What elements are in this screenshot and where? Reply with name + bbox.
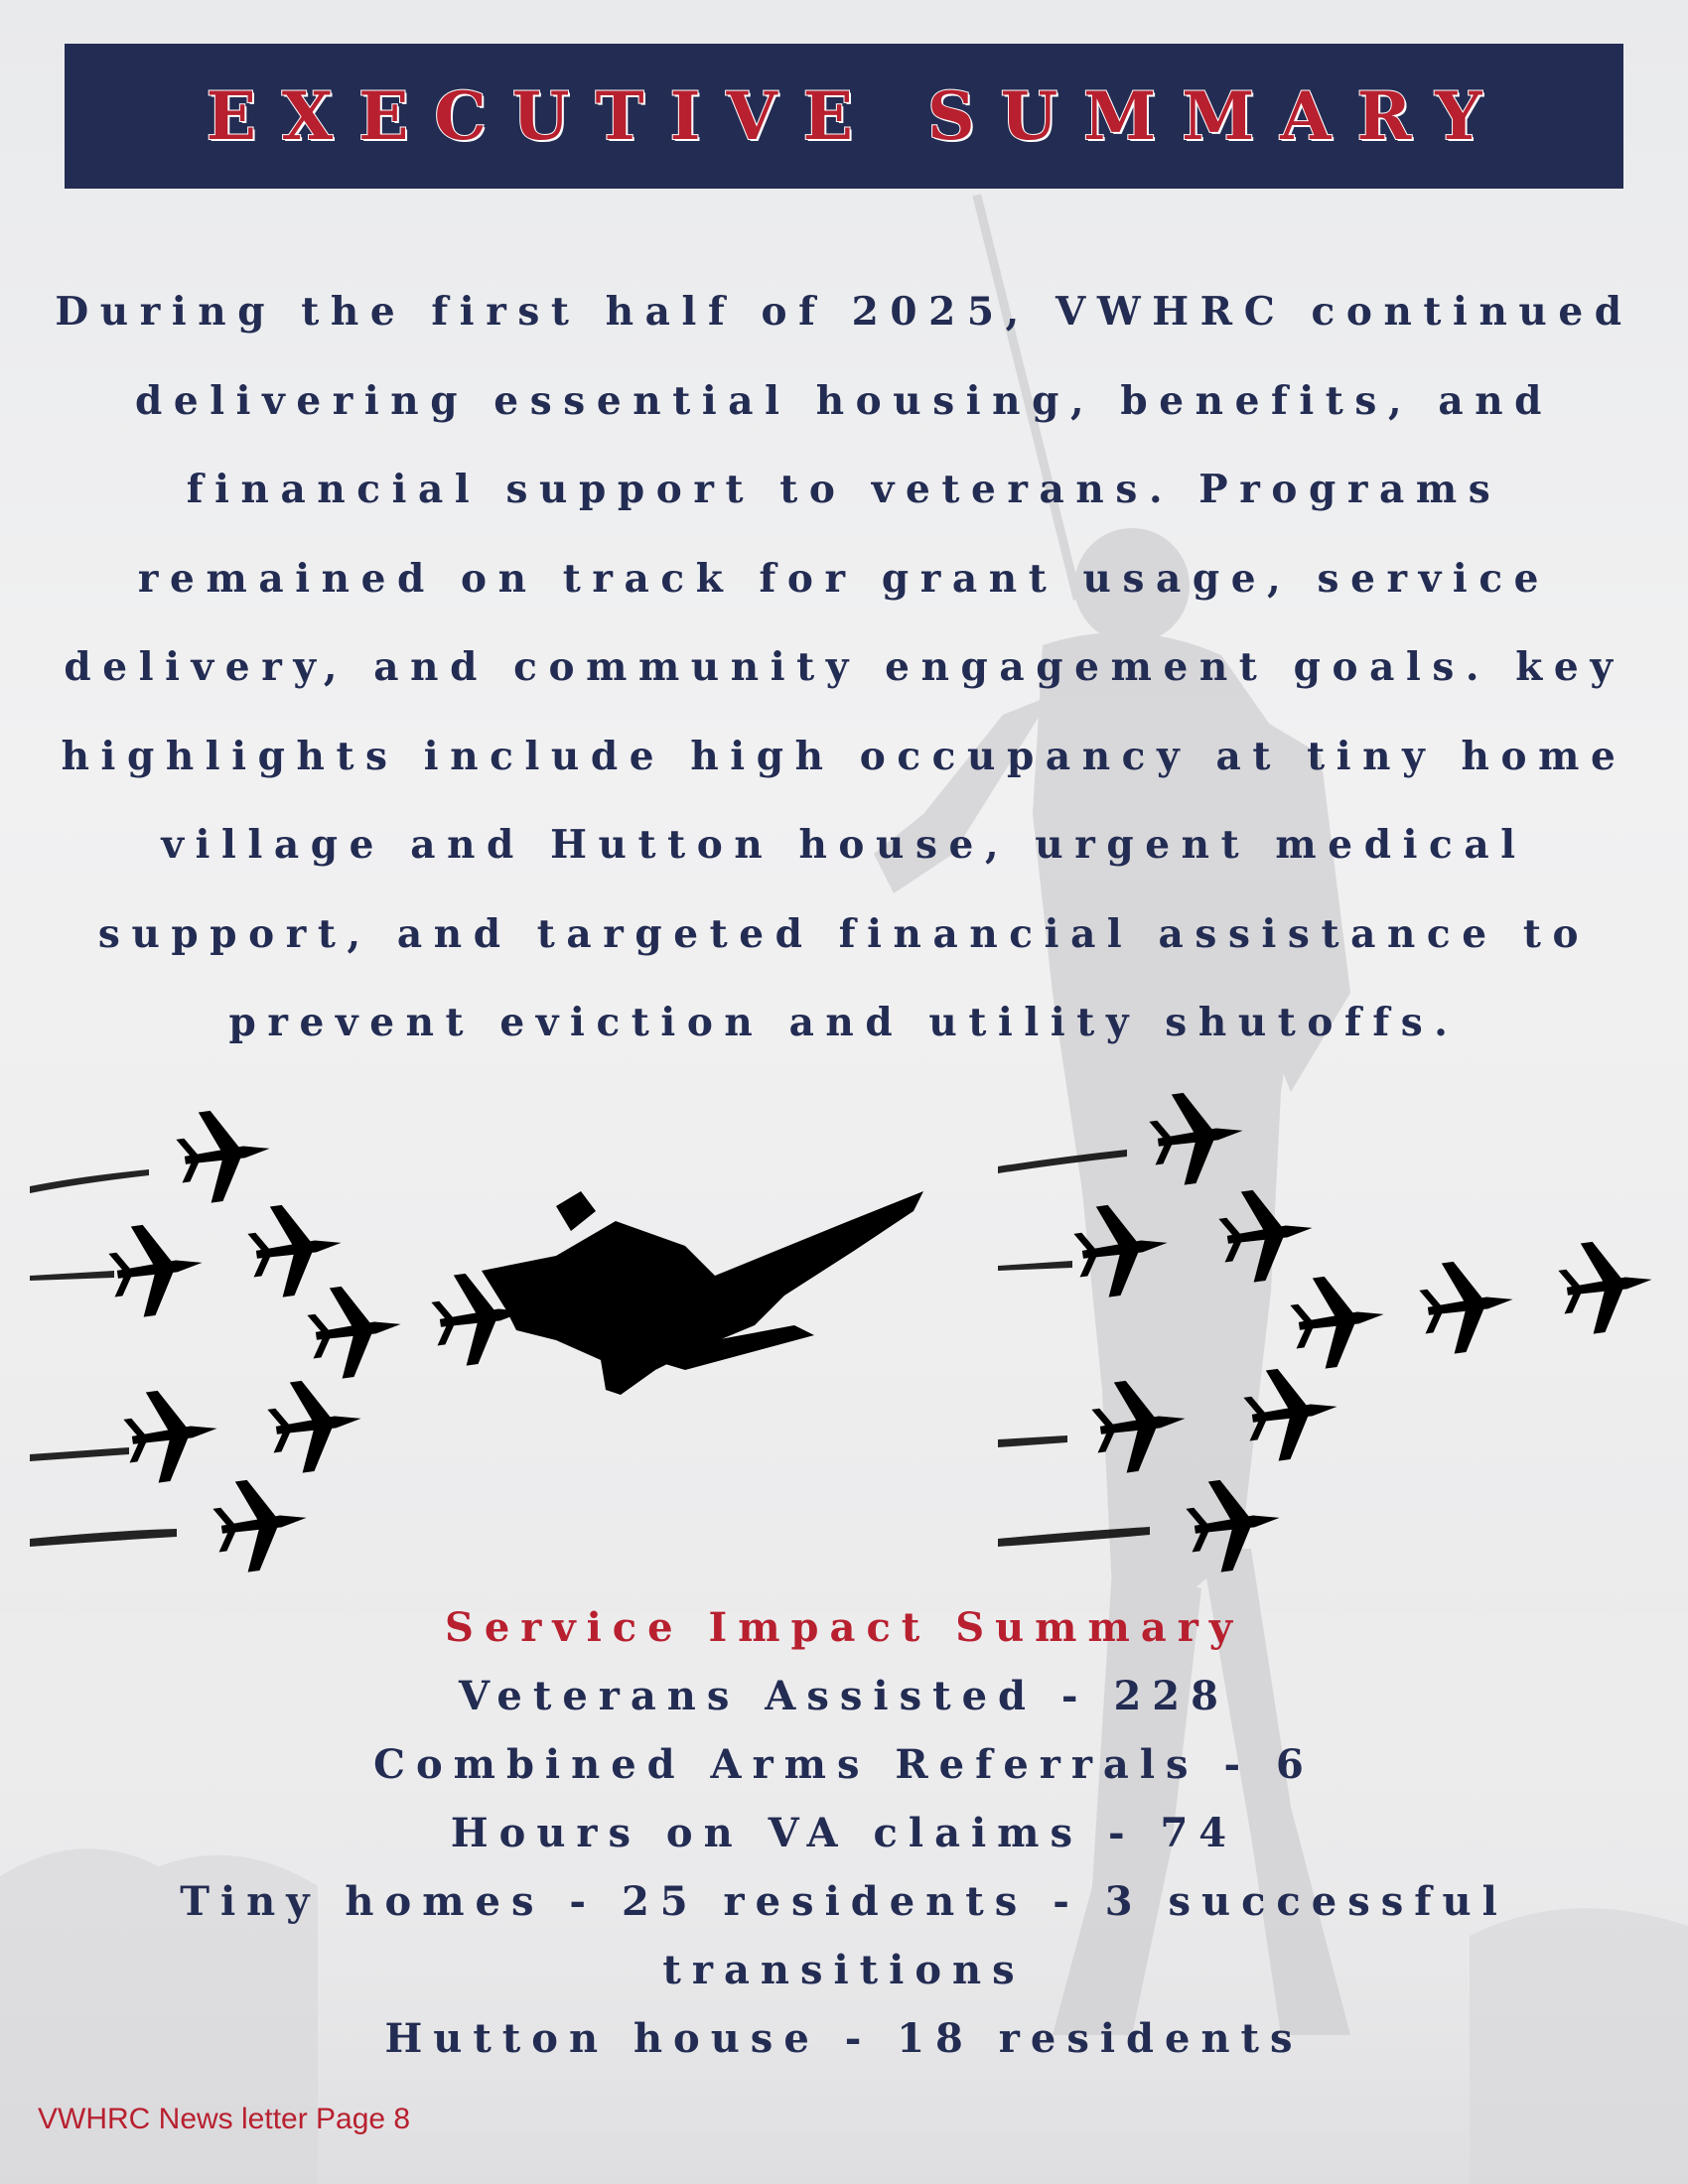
jet-icon bbox=[1088, 1373, 1192, 1476]
impact-item: Tiny homes - 25 residents - 3 successful bbox=[180, 1878, 1508, 1925]
intro-line: During the first half of 2025, VWHRC continued bbox=[55, 289, 1633, 335]
jet-icon bbox=[1070, 1197, 1174, 1300]
jet-icon bbox=[120, 1383, 223, 1486]
intro-line: delivering essential housing, benefits, and bbox=[134, 377, 1554, 424]
page-title: EXECUTIVE SUMMARY bbox=[206, 77, 1508, 155]
intro-line: remained on track for grant usage, service bbox=[137, 555, 1551, 602]
jet-formation-illustration bbox=[0, 1082, 1688, 1598]
impact-item: Hutton house - 18 residents bbox=[384, 2015, 1304, 2062]
impact-heading: Service Impact Summary bbox=[444, 1604, 1244, 1651]
intro-line: prevent eviction and utility shutoffs. bbox=[228, 1000, 1460, 1045]
intro-line: village and Hutton house, urgent medical bbox=[161, 822, 1527, 868]
jet-icon bbox=[1240, 1361, 1343, 1464]
jet-icon bbox=[264, 1373, 367, 1476]
impact-item: Veterans Assisted - 228 bbox=[459, 1673, 1229, 1719]
intro-paragraph bbox=[30, 268, 1658, 1068]
service-impact-summary bbox=[99, 1593, 1589, 2073]
jet-icon bbox=[173, 1103, 276, 1206]
intro-line: support, and targeted financial assistance to bbox=[97, 910, 1591, 957]
jet-icon bbox=[105, 1217, 209, 1320]
impact-item: transitions bbox=[662, 1947, 1026, 1993]
jet-icon bbox=[1287, 1269, 1390, 1372]
jet-icon bbox=[210, 1472, 313, 1575]
jet-icon bbox=[304, 1279, 407, 1382]
intro-line: delivery, and community engagement goals. key bbox=[64, 644, 1624, 690]
jet-icon bbox=[1555, 1234, 1658, 1337]
intro-line: highlights include high occupancy at tiny home bbox=[61, 733, 1627, 779]
impact-item: Hours on VA claims - 74 bbox=[450, 1810, 1238, 1856]
jet-icon bbox=[1215, 1182, 1319, 1286]
impact-item: Combined Arms Referrals - 6 bbox=[373, 1741, 1315, 1788]
title-banner bbox=[65, 44, 1623, 189]
jet-icon bbox=[1416, 1254, 1519, 1357]
jet-icon bbox=[244, 1197, 348, 1300]
page-footer: VWHRC News letter Page 8 bbox=[38, 2103, 411, 2135]
jet-icon bbox=[1146, 1085, 1249, 1188]
jet-icon bbox=[1183, 1472, 1286, 1575]
intro-line: financial support to veterans. Programs bbox=[186, 467, 1502, 512]
